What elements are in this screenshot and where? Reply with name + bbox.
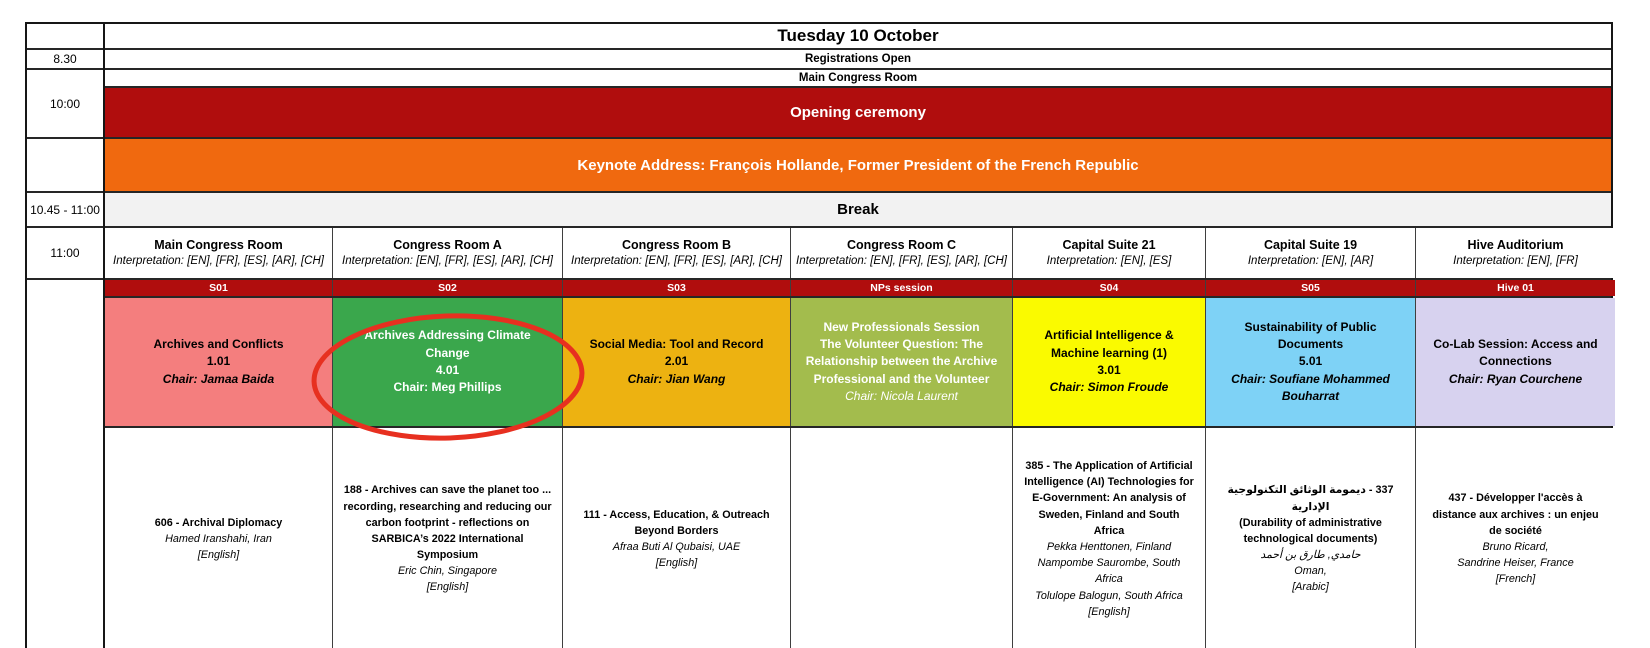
session-code-s04: S04 [1012, 280, 1205, 296]
paper-language: [English] [655, 557, 698, 570]
paper-title: 188 - Archives can save the planet too ... recording, researching and reducing our carbon footprint - reflections on SARBICA’s 2022 International Symposium [343, 484, 552, 562]
paper-cell-empty [790, 428, 1012, 648]
session-chair: Chair: Soufiane Mohammed Bouharrat [1231, 371, 1390, 404]
session-cell-archives-and-conflicts [105, 298, 332, 426]
room-header-row [105, 228, 1611, 280]
paper-language: [English] [1088, 605, 1130, 618]
time-cell-break: 10.45 - 11:00 [27, 193, 103, 228]
paper-author: Oman, [1294, 565, 1327, 578]
room-name: Congress Room B [621, 237, 732, 252]
session-number: 2.01 [664, 354, 689, 369]
room-name: Hive Auditorium [1467, 237, 1564, 252]
session-chair: Chair: Simon Froude [1049, 380, 1169, 395]
room-header-hive-auditorium [1415, 228, 1615, 278]
paper-cell-111 [562, 428, 790, 648]
room-name: Main Congress Room [154, 237, 283, 252]
interpretation-label: Interpretation: [EN], [FR], [ES], [AR], [CH] [342, 254, 553, 267]
session-code-s05: S05 [1205, 280, 1415, 296]
session-number: 1.01 [206, 354, 231, 369]
session-chair: Chair: Nicola Laurent [845, 389, 958, 404]
session-cell-new-professionals [790, 298, 1012, 426]
session-subtitle: The Volunteer Question: The Relationship between the Archive Professional and the Volunteer [805, 336, 998, 386]
paper-author: Bruno Ricard, [1482, 541, 1549, 553]
paper-title: 437 - Développer l'accès à distance aux archives : un enjeu de société [1432, 492, 1599, 537]
registrations-banner: Registrations Open [105, 50, 1611, 70]
interpretation-label: Interpretation: [EN], [FR], [ES], [AR], [CH] [796, 254, 1007, 267]
break-banner: Break [105, 193, 1611, 228]
room-header-capital-suite-21 [1012, 228, 1205, 278]
interpretation-label: Interpretation: [EN], [FR], [ES], [AR], [CH] [571, 254, 782, 267]
room-header-main-congress-room [105, 228, 332, 278]
session-cell-sustainability-public-documents [1205, 298, 1415, 426]
session-chair: Chair: Jamaa Baida [162, 371, 275, 386]
room-name: Congress Room A [393, 237, 502, 252]
session-code-hive01: Hive 01 [1415, 280, 1615, 296]
room-header-capital-suite-19 [1205, 228, 1415, 278]
session-code-nps: NPs session [790, 280, 1012, 296]
paper-cell-437 [1415, 428, 1615, 648]
paper-language: [English] [426, 581, 469, 594]
keynote-banner: Keynote Address: François Hollande, Former President of the French Republic [105, 139, 1611, 193]
paper-author: Eric Chin, Singapore [397, 565, 498, 578]
session-cell-ai-machine-learning [1012, 298, 1205, 426]
room-header-congress-room-c [790, 228, 1012, 278]
paper-author: Sandrine Heiser, France [1457, 557, 1574, 570]
time-column [27, 24, 105, 648]
interpretation-label: Interpretation: [EN], [AR] [1247, 254, 1374, 267]
paper-language: [French] [1495, 573, 1536, 586]
session-title: Artificial Intelligence & Machine learning (1) [1044, 328, 1174, 360]
session-number: 5.01 [1298, 354, 1323, 369]
opening-ceremony-banner: Opening ceremony [105, 88, 1611, 139]
session-chair: Chair: Meg Phillips [393, 380, 502, 395]
session-chair: Chair: Jian Wang [627, 371, 726, 386]
session-chair: Chair: Ryan Courchene [1448, 371, 1583, 386]
paper-title: 385 - The Application of Artificial Intelligence (AI) Technologies for E-Government: An analysis of Sweden, Finland and South Africa [1024, 460, 1194, 537]
schedule-main-pane [105, 24, 1611, 648]
paper-cell-606 [105, 428, 332, 648]
paper-title: 606 - Archival Diplomacy [154, 516, 283, 529]
interpretation-label: Interpretation: [EN], [FR] [1453, 254, 1578, 267]
session-title: Co-Lab Session: Access and Connections [1433, 336, 1598, 369]
paper-title-arabic: 337 - ديمومة الوثائق التكنولوجية الإدارية [1227, 484, 1394, 513]
main-congress-room-banner: Main Congress Room [105, 70, 1611, 88]
session-code-s03: S03 [562, 280, 790, 296]
time-cell-opening: 10:00 [27, 70, 103, 139]
paper-title: 111 - Access, Education, & Outreach Beyond Borders [583, 508, 770, 537]
session-cell-archives-addressing-climate-change[interactable] [332, 298, 562, 426]
room-name: Capital Suite 19 [1263, 237, 1358, 252]
time-cell-blank-bottom [27, 280, 103, 648]
time-cell-keynote-blank [27, 139, 103, 193]
session-code-row [105, 280, 1611, 298]
paper-author: Afraa Buti Al Qubaisi, UAE [612, 541, 741, 553]
paper-cell-337 [1205, 428, 1415, 648]
room-header-congress-room-b [562, 228, 790, 278]
paper-author: Pekka Henttonen, Finland [1046, 541, 1172, 553]
session-title: Sustainability of Public Documents [1244, 319, 1377, 351]
session-row [105, 298, 1611, 428]
paper-cell-385 [1012, 428, 1205, 648]
paper-title-translation: (Durability of administrative technological documents) [1239, 516, 1382, 545]
paper-language: [Arabic] [1292, 581, 1329, 594]
interpretation-label: Interpretation: [EN], [ES] [1046, 254, 1172, 267]
paper-author: Hamed Iranshahi, Iran [165, 532, 272, 545]
interpretation-label: Interpretation: [EN], [FR], [ES], [AR], [CH] [113, 254, 324, 267]
session-cell-social-media [562, 298, 790, 426]
paper-author-arabic: حامدي, طارق بن أحمد [1260, 549, 1361, 562]
session-number: 4.01 [435, 363, 460, 377]
room-name: Capital Suite 21 [1062, 237, 1156, 252]
paper-row [105, 428, 1611, 648]
session-code-s01: S01 [105, 280, 332, 296]
schedule-table [25, 22, 1613, 648]
room-name: Congress Room C [846, 237, 957, 252]
paper-cell-188 [332, 428, 562, 648]
paper-author: Tolulope Balogun, South Africa [1035, 589, 1183, 602]
session-number: 3.01 [1097, 363, 1121, 377]
time-cell-registrations: 8.30 [27, 50, 103, 70]
day-title: Tuesday 10 October [105, 24, 1611, 50]
paper-author: Nampombe Saurombe, South Africa [1037, 557, 1181, 586]
session-code-s02: S02 [332, 280, 562, 296]
time-cell-blank-top [27, 24, 103, 50]
paper-language: [English] [197, 549, 240, 562]
session-title: Social Media: Tool and Record [589, 336, 764, 351]
room-header-congress-room-a [332, 228, 562, 278]
session-cell-co-lab [1415, 298, 1615, 426]
session-title: Archives and Conflicts [153, 336, 284, 351]
session-title: Archives Addressing Climate Change [364, 328, 531, 360]
time-cell-parallel: 11:00 [27, 228, 103, 280]
session-title: New Professionals Session [823, 319, 980, 334]
